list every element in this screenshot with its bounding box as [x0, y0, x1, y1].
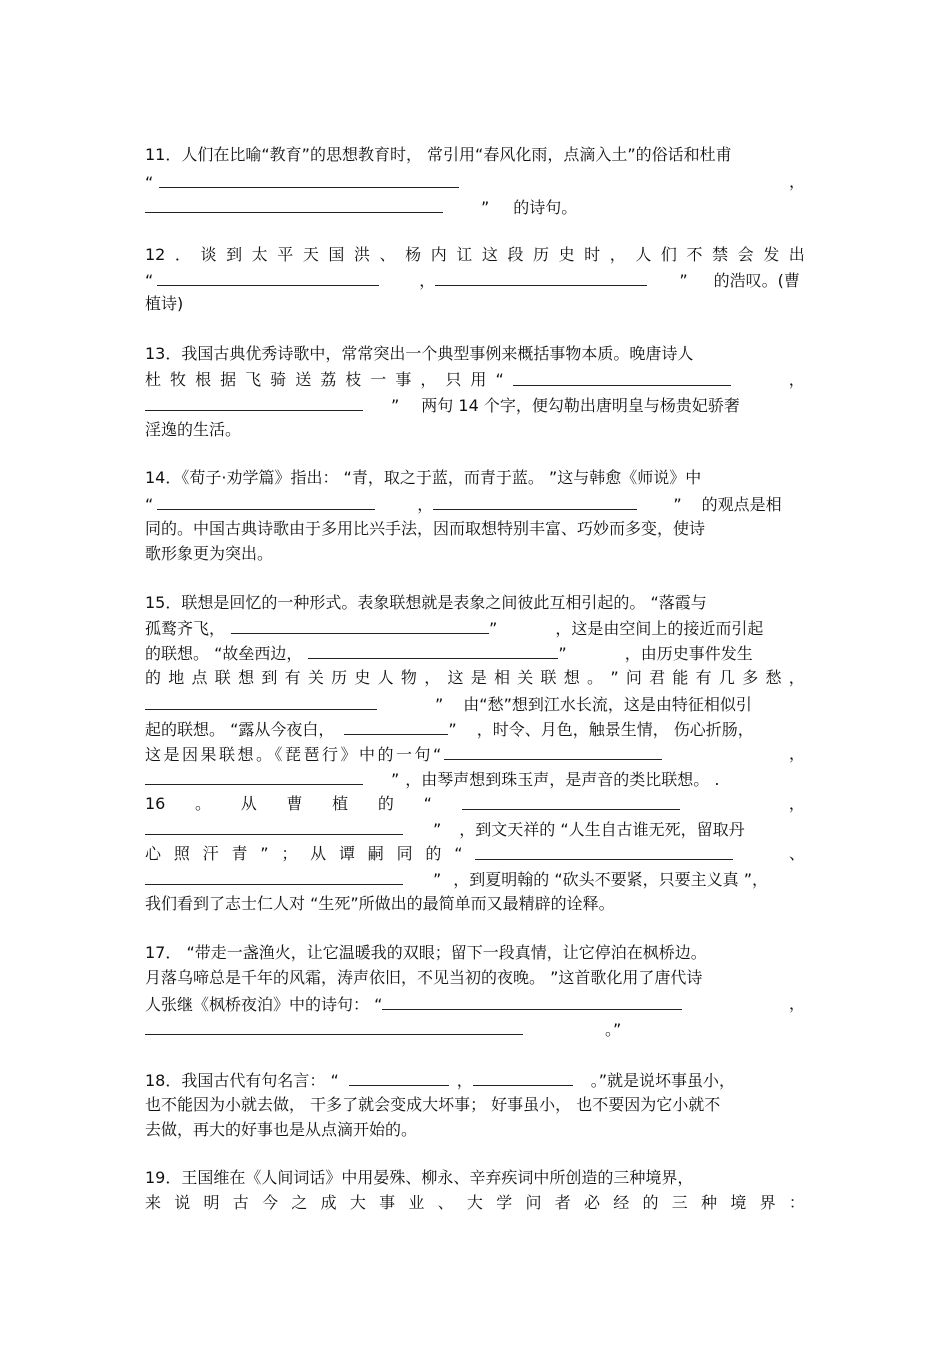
q15-line-7: 这是因果联想。《琵琶行》中的一句“ ， — [145, 744, 805, 764]
q13-line-4: 淫逸的生活。 — [145, 420, 242, 439]
open-quote: “ — [145, 173, 154, 192]
answer-blank[interactable] — [231, 616, 489, 634]
q18-line-3: 去做，再大的好事也是从点滴开始的。 — [145, 1120, 418, 1139]
q13-line-2: 杜 牧 根 据 飞 骑 送 荔 枝 一 事 ， 只 用 “ ， — [145, 370, 805, 389]
q12-line-1: 12 ． 谈 到 太 平 天 国 洪 、 杨 内 讧 这 段 历 史 时 ， 人 们 不 禁 会 发 出 — [145, 245, 805, 264]
answer-blank[interactable] — [145, 393, 363, 411]
answer-blank[interactable] — [145, 692, 377, 710]
answer-blank[interactable] — [308, 641, 558, 659]
answer-blank[interactable] — [145, 195, 443, 213]
q16-line-1: 16 。 从 曹 植 的 “ ， — [145, 794, 805, 813]
q17-line-4: 。” — [145, 1017, 621, 1041]
answer-blank[interactable] — [513, 368, 731, 386]
q18-line-1: 18．我国古代有句名言： “ ， 。”就是说坏事虽小， — [145, 1068, 735, 1092]
q17-line-2: 月落乌啼总是千年的风霜，涛声依旧，不见当初的夜晚。 ”这首歌化用了唐代诗 — [145, 968, 703, 987]
q11-line-3: ” 的诗句。 — [145, 195, 577, 219]
q15-line-6: 起的联想。 “露从今夜白， ” ，时令、月色，触景生情， 伤心折肠， — [145, 717, 754, 741]
answer-blank[interactable] — [349, 1068, 449, 1086]
answer-blank[interactable] — [157, 268, 379, 286]
q15-line-4: 的 地 点 联 想 到 有 关 历 史 人 物 ， 这 是 相 关 联 想 。 ” 问 君 能 有 几 多 愁 ， — [145, 668, 805, 687]
q14-line-2: “ ， ” 的观点是相 — [145, 492, 782, 516]
q15-line-3: 的联想。 “故垒西边， ” ，由历史事件发生 — [145, 641, 753, 665]
answer-blank[interactable] — [473, 1068, 573, 1086]
q15-line-2: 孤鹜齐飞， ” ，这是由空间上的接近而引起 — [145, 616, 763, 640]
q16-line-2: ” ，到文天祥的 “人生自古谁无死，留取丹 — [145, 817, 745, 841]
answer-blank[interactable] — [462, 792, 680, 810]
q16-line-4: ” ，到夏明翰的 “砍头不要紧，只要主义真 ”， — [145, 867, 768, 891]
answer-blank[interactable] — [435, 268, 647, 286]
q15-line-1: 15．联想是回忆的一种形式。表象联想就是表象之间彼此互相引起的。 “落霞与 — [145, 593, 707, 612]
q14-line-3: 同的。中国古典诗歌由于多用比兴手法，因而取想特别丰富、巧妙而多变，使诗 — [145, 519, 706, 538]
answer-blank[interactable] — [382, 992, 682, 1010]
q16-line-5: 我们看到了志士仁人对 “生死”所做出的最简单而又最精辟的诠释。 — [145, 894, 615, 913]
comma: ， — [788, 172, 805, 191]
answer-blank[interactable] — [157, 492, 375, 510]
q19-line-1: 19．王国维在《人间词话》中用晏殊、柳永、辛弃疾词中所创造的三种境界， — [145, 1168, 694, 1187]
q17-line-1: 17． “带走一盏渔火，让它温暖我的双眼；留下一段真情，让它停泊在枫桥边。 — [145, 943, 707, 962]
q11-line-1: 11．人们在比喻“教育”的思想教育时， 常引用“春风化雨，点滴入土”的俗话和杜甫 — [145, 145, 732, 164]
q18-line-2: 也不能因为小就去做， 干多了就会变成大坏事； 好事虽小， 也不要因为它小就不 — [145, 1095, 721, 1114]
q15-line-5: ” 由“愁”想到江水长流，这是由特征相似引 — [145, 692, 752, 716]
q13-line-3: ” 两句 14 个字，便勾勒出唐明皇与杨贵妃骄奢 — [145, 393, 740, 417]
answer-blank[interactable] — [145, 867, 403, 885]
answer-blank[interactable] — [159, 170, 459, 188]
q17-line-3: 人张继《枫桥夜泊》中的诗句： “ ， — [145, 994, 805, 1014]
answer-blank[interactable] — [444, 742, 662, 760]
answer-blank[interactable] — [145, 767, 363, 785]
q12-line-3: 植诗) — [145, 294, 184, 313]
q19-line-2: 来 说 明 古 今 之 成 大 事 业 、 大 学 问 者 必 经 的 三 种 境 界 ： — [145, 1193, 805, 1212]
answer-blank[interactable] — [433, 492, 637, 510]
answer-blank[interactable] — [475, 842, 733, 860]
q14-line-1: 14．《荀子·劝学篇》指出： “青，取之于蓝，而青于蓝。 ”这与韩愈《师说》中 — [145, 468, 702, 487]
answer-blank[interactable] — [145, 817, 403, 835]
q16-line-3: 心 照 汗 青 ” ； 从 谭 嗣 同 的 “ 、 — [145, 844, 805, 863]
q13-line-1: 13．我国古典优秀诗歌中，常常突出一个典型事例来概括事物本质。晚唐诗人 — [145, 344, 694, 363]
answer-blank[interactable] — [344, 717, 448, 735]
q11-line-2 — [145, 170, 805, 194]
answer-blank[interactable] — [145, 1017, 523, 1035]
q12-line-2: “ ， ” 的浩叹。(曹 — [145, 268, 800, 292]
q14-line-4: 歌形象更为突出。 — [145, 544, 274, 563]
q15-line-8: ” ，由琴声想到珠玉声，是声音的类比联想。 . — [145, 767, 719, 791]
